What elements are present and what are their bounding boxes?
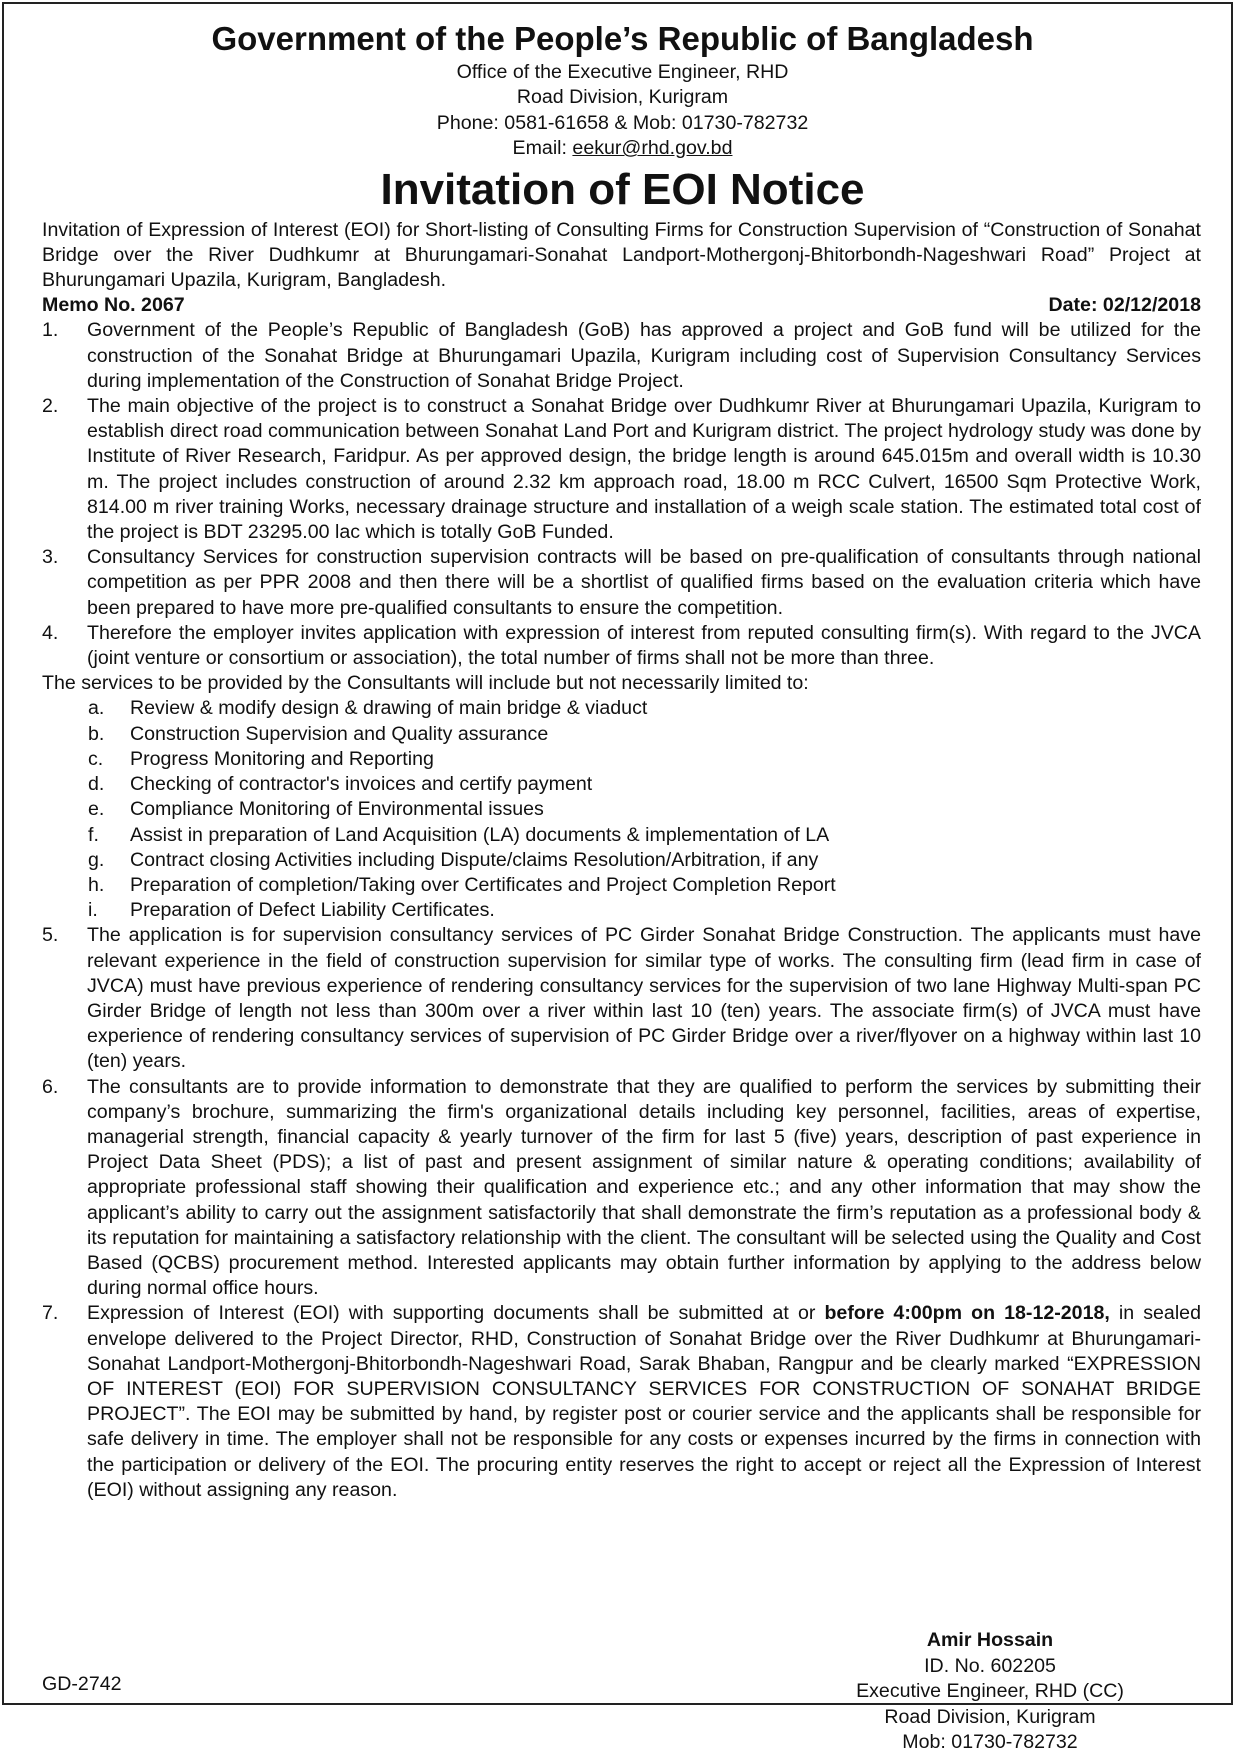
service-item <box>42 696 1203 721</box>
item7-post: in sealed envelope delivered to the Project Director, RHD, Construction of Sonahat Bridge over the River Dudhkumr at Bhurungamari-Sonahat Landport-Mothergonj-Bhitorbondh-Nageshwari Road, Sarak Bhaban, Rangpur and be clearly marked “EXPRESSION OF INTEREST (EOI) FOR SUPERVISION CONSULTANCY SERVICES FOR CONSTRUCTION OF SONAHAT BRIDGE PROJECT”. The EOI may be submitted by hand, by register post or courier service and the applicants shall be responsible for safe delivery in time. The employer shall not be responsible for any costs or expenses incurred by the firms in connection with the participation or delivery of the EOI. The procuring entity reserves the right to accept or reject all the Expression of Interest (EOI) without assigning any reason. <box>87 1302 1201 1501</box>
list-item <box>42 394 1203 545</box>
service-text: Construction Supervision and Quality assurance <box>130 722 549 745</box>
service-text: Preparation of completion/Taking over Certificates and Project Completion Report <box>130 873 836 896</box>
division-name: Road Division, Kurigram <box>516 86 729 109</box>
item-text <box>87 1301 1201 1503</box>
service-text: Compliance Monitoring of Environmental issues <box>130 798 544 821</box>
service-letter: b. <box>88 722 105 745</box>
email-link[interactable]: eekur@rhd.gov.bd <box>572 137 733 160</box>
service-item <box>42 797 1203 822</box>
service-text: Assist in preparation of Land Acquisition (LA) documents & implementation of LA <box>130 823 830 846</box>
item-text: Consultancy Services for construction supervision contracts will be based on pre-qualification of consultants through national competition as per PPR 2008 and then there will be a shortlist of qualified firms based on the evaluation criteria which have been prepared to have more pre-qualified consultants to ensure the competition. <box>87 546 1201 619</box>
signatory-designation: Executive Engineer, RHD (CC) <box>856 1680 1124 1703</box>
service-item <box>42 873 1203 898</box>
notice-title: Invitation of EOI Notice <box>380 164 865 214</box>
item-number: 2. <box>42 395 59 418</box>
header <box>42 18 1203 162</box>
service-letter: c. <box>88 747 104 770</box>
service-text: Review & modify design & drawing of main bridge & viaduct <box>130 697 648 720</box>
office-name: Office of the Executive Engineer, RHD <box>456 61 789 83</box>
service-letter: d. <box>88 773 105 796</box>
numbered-items-1 <box>42 318 1203 671</box>
item-text: The main objective of the project is to construct a Sonahat Bridge over Dudhkumr River at Bhurungamari Upazila, Kurigram to establish direct road communication between Sonahat Land Port and Kurigram district. The project hydrology study was done by Institute of River Research, Faridpur. As per approved design, the bridge length is around 645.015m and overall width is 10.30 m. The project includes construction of around 2.32 km approach road, 18.00 m RCC Culvert, 16500 Sqm Protective Work, 814.00 m river training Works, necessary drainage structure and installation of a weigh scale station. The estimated total cost of the project is BDT 23295.00 lac which is totally GoB Funded. <box>87 395 1201 544</box>
service-item <box>42 848 1203 873</box>
signatory-id: ID. No. 602205 <box>924 1654 1056 1677</box>
service-item <box>42 823 1203 848</box>
service-letter: i. <box>88 899 98 922</box>
phone-line: Phone: 0581-61658 & Mob: 01730-782732 <box>436 111 809 134</box>
service-item <box>42 747 1203 772</box>
service-letter: h. <box>88 873 105 896</box>
list-item <box>42 545 1203 621</box>
numbered-items-2 <box>42 923 1203 1503</box>
service-item <box>42 722 1203 747</box>
services-list <box>42 696 1203 923</box>
signatory-mobile: Mob: 01730-782732 <box>902 1731 1078 1754</box>
item-text: Therefore the employer invites application with expression of interest from reputed consulting firm(s). With regard to the JVCA (joint venture or consortium or association), the total number of firms shall not be more than three. <box>87 621 1201 670</box>
government-title: Government of the People’s Republic of Bangladesh <box>211 20 1034 57</box>
service-letter: f. <box>88 823 99 846</box>
services-intro: The services to be provided by the Consultants will include but not necessarily limited to: <box>42 672 809 695</box>
item-text: Government of the People’s Republic of Bangladesh (GoB) has approved a project and GoB fund will be utilized for the construction of the Sonahat Bridge at Bhurungamari Upazila, Kurigram including cost of Supervision Consultancy Services during implementation of the Construction of Sonahat Bridge Project. <box>87 319 1201 392</box>
item7-pre: Expression of Interest (EOI) with supporting documents shall be submitted at or <box>87 1302 825 1325</box>
service-letter: g. <box>88 848 105 871</box>
signatory-name: Amir Hossain <box>926 1629 1054 1651</box>
signatory-division: Road Division, Kurigram <box>884 1705 1096 1728</box>
list-item <box>42 1075 1203 1302</box>
notice-date: Date: 02/12/2018 <box>1048 294 1201 317</box>
service-letter: e. <box>88 798 105 821</box>
intro-paragraph: Invitation of Expression of Interest (EOI) for Short-listing of Consulting Firms for Construction Supervision of “Construction of Sonahat Bridge over the River Dudhkumr at Bhurungamari-Sonahat Landport-Mothergonj-Bhitorbondh-Nageshwari Road” Project at Bhurungamari Upazila, Kurigram, Bangladesh. <box>42 218 1201 292</box>
service-text: Progress Monitoring and Reporting <box>130 747 434 770</box>
item-text: The consultants are to provide information to demonstrate that they are qualified to perform the services by submitting their company’s brochure, summarizing the firm's organizational details including key personnel, facilities, areas of expertise, managerial strength, financial capacity & yearly turnover of the firm for last 5 (five) years, description of past experience in Project Data Sheet (PDS); a list of past and present assignment of similar nature & operating conditions; availability of appropriate professional staff showing their qualification and experience etc.; and any other information that may show the applicant’s ability to carry out the assignment satisfactorily that shall demonstrate the firm’s reputation as a professional body & its reputation for maintaining a satisfactory relationship with the client. The consultant will be selected using the Quality and Cost Based (QCBS) procurement method. Interested applicants may obtain further information by applying to the address below during normal office hours. <box>87 1075 1201 1300</box>
notice-page <box>2 2 1233 1754</box>
list-item <box>42 1301 1203 1503</box>
item-number: 7. <box>42 1302 59 1325</box>
service-text: Contract closing Activities including Dispute/claims Resolution/Arbitration, if any <box>130 848 819 871</box>
list-item <box>42 621 1203 671</box>
deadline: before 4:00pm on 18-12-2018, <box>824 1302 1110 1325</box>
service-item <box>42 898 1203 923</box>
footer-code: GD-2742 <box>42 1673 122 1695</box>
email-line <box>42 136 1203 161</box>
item-number: 3. <box>42 546 59 569</box>
list-item <box>42 923 1203 1074</box>
item-number: 1. <box>42 319 59 342</box>
item-number: 5. <box>42 924 59 947</box>
list-item <box>42 318 1203 394</box>
signature-block <box>800 1628 1180 1756</box>
service-text: Preparation of Defect Liability Certificates. <box>130 899 495 922</box>
item-text: The application is for supervision consultancy services of PC Girder Sonahat Bridge Construction. The applicants must have relevant experience in the field of construction supervision for similar type of works. The consulting firm (lead firm in case of JVCA) must have previous experience of rendering consultancy services for the supervision of two lane Highway Multi-span PC Girder Bridge of length not less than 300m over a river within last 10 (ten) years. The associate firm(s) of JVCA must have experience of rendering consultancy services of supervision of PC Girder Bridge over a river/flyover on a highway within last 10 (ten) years. <box>87 924 1201 1073</box>
email-label: Email: <box>512 137 573 160</box>
memo-row <box>42 293 1201 318</box>
item-number: 6. <box>42 1075 59 1098</box>
memo-number: Memo No. 2067 <box>42 294 185 317</box>
service-text: Checking of contractor's invoices and certify payment <box>130 773 593 796</box>
item-number: 4. <box>42 621 59 644</box>
service-item <box>42 772 1203 797</box>
service-letter: a. <box>88 697 105 720</box>
